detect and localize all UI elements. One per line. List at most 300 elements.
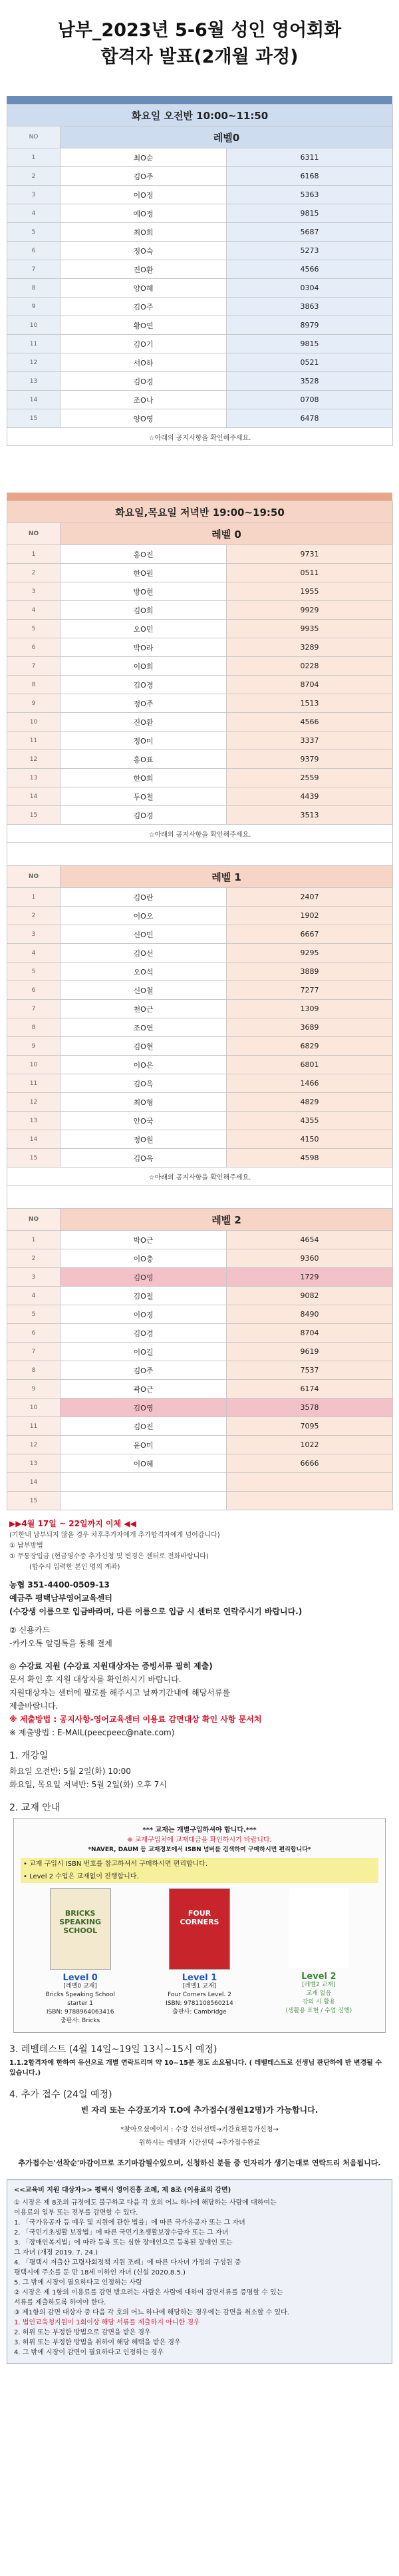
row-number: 11 [7,335,61,353]
row-number: 11 [7,1417,61,1436]
row-number: 15 [7,1492,61,1510]
row-number: 15 [7,806,61,825]
table-row [7,1000,393,1018]
row-name: 김O경 [61,676,227,694]
table-row [7,1417,393,1436]
row-number: 7 [7,657,61,676]
row-code: 1466 [227,1074,393,1093]
row-name: 윤O미 [61,1436,227,1454]
row-name: 홍O진 [61,545,227,564]
row-code: 1022 [227,1436,393,1454]
bottom-notice-title: <<교육비 지원 대상자>> 평택시 영어진흥 조례, 제 8조 (이용료의 감면) [14,2187,231,2194]
row-number: 15 [7,409,61,428]
textbook-cover-text: BRICKS SPEAKING SCHOOL [59,1909,102,1935]
row-name: 한O원 [61,564,227,582]
row-code: 5687 [227,223,393,242]
support-line-1: 문서 확인 후 지원 대상자를 확인하시기 바랍니다. [9,1675,182,1684]
table-row [7,1398,393,1417]
level-label: 레벨 0 [61,523,393,545]
row-number: 6 [7,1324,61,1343]
row-name: 김O기 [61,335,227,353]
row-number: 5 [7,620,61,638]
table-row [7,279,393,298]
row-number: 6 [7,638,61,657]
class1-header: 화요일 오전반 10:00~11:50 [7,105,393,126]
additional-heading: 4. 추가 접수 (24일 예정) [9,2089,112,2100]
row-number: 13 [7,769,61,787]
row-number: 4 [7,1287,61,1305]
row-number: 1 [7,888,61,907]
row-name: 곽O근 [61,1380,227,1398]
table-row [7,186,393,204]
row-name: 안O국 [61,1112,227,1130]
row-code: 2407 [227,888,393,907]
table-row [7,353,393,372]
row-number: 8 [7,1361,61,1380]
table-row [7,732,393,750]
row-number: 5 [7,963,61,981]
textbook-level: Level 1 [182,1973,217,1983]
table-row [7,564,393,582]
level-spacer-cell [7,1185,393,1209]
bottom-notice-line: 3. 「장애인복지법」에 따라 등록 또는 심한 장애인으로 등록된 장애인 또는 [14,2239,233,2247]
row-code: 6168 [227,167,393,186]
table-row [7,1130,393,1149]
bottom-notice-line: 평택시에 주소를 둔 만 18세 이하인 자녀 (신설 2020.8.5.) [14,2269,186,2276]
row-name: 정O미 [61,732,227,750]
row-number: 2 [7,907,61,925]
row-number: 13 [7,1112,61,1130]
row-code: 0511 [227,564,393,582]
textbook-detail: [레벨0 교재] [63,1983,97,1990]
row-code: 5273 [227,242,393,260]
table-row [7,242,393,260]
opening-line-2: 화요일, 목요일 저녁반: 5월 2일(화) 오후 7시 [9,1780,167,1789]
row-name: 김O철 [61,1287,227,1305]
class2-header: 화요일,목요일 저녁반 19:00~19:50 [7,501,393,523]
table-row [7,1074,393,1093]
additional-last: 추가접수는'선착순'마감이므로 조기마감될수있으며, 신청하신 분들 중 인자리가 생기는대로 연락드리 처음됩니다. [18,2159,381,2167]
table-row [7,1056,393,1074]
row-number: 10 [7,1056,61,1074]
row-number: 12 [7,1093,61,1112]
table-row [7,1018,393,1037]
row-number: 7 [7,1343,61,1361]
row-name: 김O주 [61,1361,227,1380]
row-code: 1955 [227,582,393,601]
row-code: 4598 [227,1149,393,1168]
row-name: 최O희 [61,223,227,242]
row-name: 김O선 [61,944,227,963]
title-line-2: 합격자 발표(2개월 과정) [100,47,299,67]
textbook-box-line-1: *** 교재는 개별구입하셔야 합니다.*** [142,1826,257,1834]
row-code: 6174 [227,1380,393,1398]
textbook-cover-image [289,1888,348,1968]
table-row [7,1473,393,1492]
row-number: 4 [7,944,61,963]
class1-top-bar [7,96,392,104]
row-name: 이O정 [61,186,227,204]
row-code [227,1492,393,1510]
row-code: 9619 [227,1343,393,1361]
textbook-item [31,1888,130,2026]
row-number: 14 [7,1130,61,1149]
table-row [7,638,393,657]
row-code [227,1473,393,1492]
level-spacer [7,843,393,866]
row-code: 6667 [227,925,393,944]
table-row [7,657,393,676]
table-row [7,1093,393,1112]
table-row [7,372,393,391]
row-number: 2 [7,1249,61,1268]
row-code: 1513 [227,694,393,713]
row-name: 홍O표 [61,750,227,769]
row-number: 8 [7,1018,61,1037]
row-name: 서O하 [61,353,227,372]
row-code: 0228 [227,657,393,676]
row-code: 6801 [227,1056,393,1074]
row-number: 9 [7,1037,61,1056]
bottom-notice-line: 4. 「평택시 저출산 고령사회정책 지원 조례」에 따른 다자녀 가정의 구성원 중 [14,2259,241,2266]
row-name: 김O진 [61,1417,227,1436]
row-code: 0521 [227,353,393,372]
row-code: 1729 [227,1268,393,1287]
row-number: 10 [7,1398,61,1417]
row-code: 3578 [227,1398,393,1417]
row-number: 8 [7,279,61,298]
textbook-cover-text: FOUR CORNERS [180,1909,219,1926]
textbook-detail: 강의 시 활용 [302,1999,335,2006]
row-name: 정O원 [61,1130,227,1149]
row-code: 4566 [227,260,393,279]
textbook-box [13,1818,386,2033]
table-row [7,1249,393,1268]
row-code: 1902 [227,907,393,925]
table-row [7,204,393,223]
row-number: 12 [7,750,61,769]
row-code: 9935 [227,620,393,638]
textbook-detail: starter 1 [67,2000,94,2007]
depositor-rule: (수강생 이름으로 입금바라며, 다른 이름으로 입금 시 센터로 연락주시기 바랍니다.) [9,1607,303,1616]
row-number: 6 [7,242,61,260]
row-code: 9815 [227,335,393,353]
row-code: 6666 [227,1454,393,1473]
row-code: 7277 [227,981,393,1000]
table-row [7,601,393,620]
row-code: 4566 [227,713,393,732]
row-code: 4150 [227,1130,393,1149]
class1-rows [7,148,393,428]
table-row [7,1492,393,1510]
row-code: 3689 [227,1018,393,1037]
textbook-detail: 출판사: Cambridge [172,2009,227,2016]
textbook-detail: Bricks Speaking School [45,1992,115,1998]
textbook-list [21,1888,378,2026]
row-number: 8 [7,676,61,694]
row-number: 12 [7,353,61,372]
bottom-notice-line: 4. 그 밖에 시장이 감면이 필요하다고 인정하는 경우 [14,2349,164,2356]
textbook-detail: 출판사: Bricks [61,2018,100,2024]
bottom-notice-lines [14,2198,385,2358]
textbook-detail: [레벨2 교재] [302,1982,336,1988]
textbook-box-line-4: • 교재 구입시 ISBN 번호를 참고하셔서 구매하시면 편리합니다. [21,1858,378,1870]
bottom-notice-line: ② 시장은 제 1항의 이용료를 감면 받으려는 사람은 사람에 대하여 감면서류를 증명할 수 있는 [14,2289,283,2296]
bottom-notice-line: 2. 「국민기초생활 보장법」에 따른 국민기초생활보장수급자 또는 그 자녀 [14,2229,229,2237]
table-row [7,409,393,428]
textbook-cover-image [169,1888,230,1970]
payment-deadline: ▶▶4월 17일 ~ 22일까지 이체 ◀◀ [9,1519,136,1528]
row-number: 1 [7,545,61,564]
bank-account: 농협 351-4400-0509-13 [9,1580,110,1590]
row-code: 7537 [227,1361,393,1380]
row-code: 9082 [227,1287,393,1305]
bottom-notice-line: 그 자녀 (개정 2019. 7. 24.) [14,2249,98,2256]
row-number: 7 [7,1000,61,1018]
support-title: ◎ 수강료 지원 (수강료 지원대상자는 증빙서류 필히 제출) [9,1661,213,1671]
level-header-row [7,866,393,888]
row-name: 양O영 [61,409,227,428]
textbook-detail: Four Corners Level. 2 [168,1992,231,1998]
row-number: 1 [7,1231,61,1249]
row-name: 두O철 [61,787,227,806]
table-row [7,888,393,907]
row-number: 13 [7,372,61,391]
table-row [7,545,393,564]
table-row [7,298,393,316]
row-name: 김O옥 [61,1149,227,1168]
support-line-2: 지원대상자는 센터에 팔로를 해주시고 날짜기간내에 해당서류를 [9,1688,231,1697]
table-row [7,1149,393,1168]
no-header: NO [7,866,61,888]
bottom-notice-line: 5. 그 밖에 시장이 필요하다고 인정하는 사람 [14,2279,142,2286]
row-name: 김O주 [61,167,227,186]
textbook-heading: 2. 교재 안내 [9,1803,61,1813]
table-row [7,1112,393,1130]
row-name: 진O환 [61,260,227,279]
row-number: 3 [7,1268,61,1287]
row-code: 3889 [227,963,393,981]
row-name: 이O희 [61,657,227,676]
textbook-cover-text [289,1888,348,1908]
pay-heading: ① 납부방법 [9,1542,43,1550]
row-code: 6311 [227,148,393,167]
no-header: NO [7,1209,61,1231]
table-row [7,335,393,353]
row-number: 2 [7,564,61,582]
class1-note: ☆아래의 공지사항을 확인해주세요. [7,428,393,446]
level-note: ☆아래의 공지사항을 확인해주세요. [7,1168,393,1185]
table-row [7,582,393,601]
row-name: 박O근 [61,1231,227,1249]
row-number: 14 [7,787,61,806]
row-code: 8704 [227,676,393,694]
textbook-level: Level 0 [63,1973,98,1983]
row-code: 3863 [227,298,393,316]
row-code: 9815 [227,204,393,223]
row-code: 5363 [227,186,393,204]
textbook-item [269,1888,368,2026]
additional-link-1: *찾아오셨에이지 : 수강 선터선택→기간효된등가신청→ [120,2126,279,2133]
level-label: 레벨 1 [61,866,393,888]
row-code: 0304 [227,279,393,298]
row-code: 4439 [227,787,393,806]
class2-table [7,501,393,1510]
row-number: 9 [7,298,61,316]
table-row [7,1343,393,1361]
page-title [0,0,399,71]
row-name: 천O근 [61,1000,227,1018]
table-row [7,620,393,638]
table-row [7,907,393,925]
textbook-detail: (생활용 표현 / 수업 진행) [285,2008,352,2014]
row-name: 이O경 [61,1305,227,1324]
row-name: 최O순 [61,148,227,167]
table-row [7,944,393,963]
table-row [7,713,393,732]
row-code: 3337 [227,732,393,750]
row-name: 신O민 [61,925,227,944]
row-number: 4 [7,601,61,620]
row-number: 10 [7,316,61,335]
row-name: 한O희 [61,769,227,787]
card-heading: ② 신용카드 [9,1625,50,1635]
row-number: 7 [7,260,61,279]
textbook-detail: ISBN: 9788964063416 [46,2009,114,2016]
level-header-row [7,1209,393,1231]
table-row [7,1037,393,1056]
row-name: 황O연 [61,316,227,335]
pay-detail-2: (합수시 입력한 본인 명의 계좌) [29,1564,120,1571]
row-number: 10 [7,713,61,732]
row-name: 김O란 [61,888,227,907]
row-name: 이O오 [61,907,227,925]
row-code: 8704 [227,1324,393,1343]
row-code: 9929 [227,601,393,620]
row-code: 3513 [227,806,393,825]
table-row [7,963,393,981]
bottom-notice-line: 2. 허위 또는 부정한 방법으로 감면을 받은 경우 [14,2329,151,2336]
level-note-row [7,825,393,843]
table-row [7,260,393,279]
table-row [7,806,393,825]
row-name: 오O민 [61,620,227,638]
row-code: 0708 [227,391,393,409]
table-row [7,925,393,944]
class1-level-label: 레벨0 [61,126,393,148]
textbook-detail: [레벨1 교재] [182,1983,217,1990]
level-spacer-cell [7,843,393,866]
row-code: 6829 [227,1037,393,1056]
table-row [7,694,393,713]
row-name: 오O석 [61,963,227,981]
row-code: 3289 [227,638,393,657]
table-row [7,750,393,769]
support-line-3: 제출바랍니다. [9,1701,59,1711]
table-row [7,981,393,1000]
table-row [7,1305,393,1324]
row-code: 9295 [227,944,393,963]
additional-link-2: 원하시는 레벨과 시간선택 →추가접수완료 [138,2139,261,2147]
row-number: 11 [7,1074,61,1093]
title-line-1: 남부_2023년 5-6월 성인 영어회화 [57,20,342,41]
row-name: 김O영 [61,1268,227,1287]
textbook-item [150,1888,249,2026]
table-row [7,1361,393,1380]
row-name: 조O연 [61,1018,227,1037]
level-note: ☆아래의 공지사항을 확인해주세요. [7,825,393,843]
deadline-note: (기한내 납부되지 않을 경우 차후추가자에게 추가합격자에게 넘어갑니다) [9,1532,220,1539]
textbook-level: Level 2 [301,1972,336,1982]
textbook-box-line-2: ※ 교재구입처에 교재대금을 확인하시기 바랍니다. [127,1836,272,1844]
row-name: 이O은 [61,1056,227,1074]
row-code: 3528 [227,372,393,391]
row-code: 4829 [227,1093,393,1112]
bottom-notice-line: ③ 제1항의 감면 대상자 중 다음 각 호의 어느 하나에 해당하는 경우에는 감면을 취소할 수 있다. [14,2309,289,2316]
table-row [7,676,393,694]
row-code: 9731 [227,545,393,564]
row-number: 3 [7,582,61,601]
row-name: 박O라 [61,638,227,657]
table-row [7,316,393,335]
row-code: 8979 [227,316,393,335]
row-name: 정O숙 [61,242,227,260]
row-name: 김O현 [61,1037,227,1056]
row-name: 방O현 [61,582,227,601]
row-name: 김O옥 [61,1074,227,1093]
row-name: 김O영 [61,1398,227,1417]
row-code: 9360 [227,1249,393,1268]
row-name: 김O주 [61,298,227,316]
table-row [7,1231,393,1249]
row-name: 신O철 [61,981,227,1000]
table-row [7,391,393,409]
table-row [7,1436,393,1454]
table-row [7,1454,393,1473]
row-number: 14 [7,1473,61,1492]
bottom-notice-line: 1. 「국가유공자 등 예우 및 지원에 관한 법률」에 따른 국가유공자 또는 그 자녀 [14,2219,245,2227]
row-code: 8490 [227,1305,393,1324]
textbook-detail: 교재 없음 [306,1990,332,1997]
row-number: 5 [7,223,61,242]
additional-detail: 빈 자리 또는 수강포기자 T.O에 추가접수(정원12명)가 가능합니다. [80,2105,319,2115]
table-row [7,769,393,787]
bottom-notice-line: 이용료의 일부 또는 전부를 감면할 수 있다. [14,2209,138,2217]
pay-detail: ① 무통장입금 (현금영수증 추가신청 및 변경은 센터로 전화바랍니다) [9,1553,209,1560]
table-row [7,787,393,806]
row-number: 9 [7,1380,61,1398]
row-code: 2559 [227,769,393,787]
row-number: 1 [7,148,61,167]
row-name: 이O길 [61,1343,227,1361]
textbook-box-line-3: *NAVER, DAUM 등 교재정보에서 ISBN 넘버를 검색하여 구매하시면 편리합니다* [88,1846,311,1853]
row-number: 3 [7,186,61,204]
row-number: 4 [7,204,61,223]
row-name: 정O주 [61,694,227,713]
level-header-row [7,523,393,545]
row-name: 조O나 [61,391,227,409]
row-number: 12 [7,1436,61,1454]
level-test-detail: 1.1.2합격자에 한하여 유선으로 개별 연락드리며 약 10~15분 정도 소요됩니다. ( 레벨테스트로 선생님 판단하에 반 변경될 수 있습니다.) [9,2059,382,2077]
class2-rows [7,523,393,1510]
row-number: 15 [7,1149,61,1168]
level-label: 레벨 2 [61,1209,393,1231]
row-name: 최O형 [61,1093,227,1112]
card-detail: -카카오톡 알림톡을 통해 결제 [9,1639,112,1648]
row-code: 7095 [227,1417,393,1436]
table-row [7,1324,393,1343]
bottom-notice-line: ① 시장은 제 8조의 규정에도 불구하고 다음 각 호의 어느 하나에 해당하는 사람에 대하여는 [14,2199,277,2207]
